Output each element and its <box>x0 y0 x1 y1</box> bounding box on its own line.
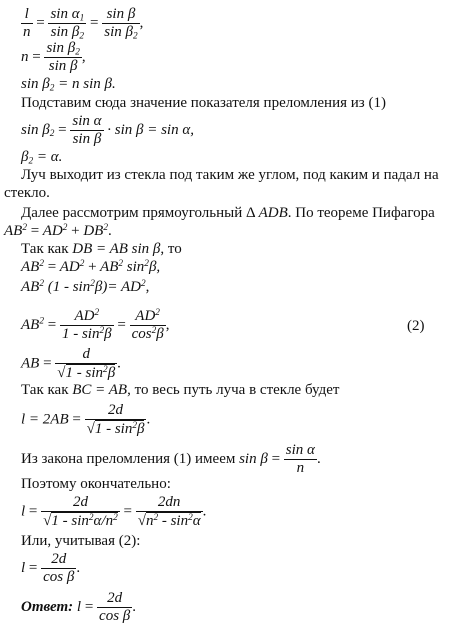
text-therefore: Поэтому окончательно: <box>21 476 171 492</box>
eq-ab2-factored: $AB^2$ $(1 - \sin^2\beta)= AD^2$, <box>21 278 150 295</box>
frac-answer: $\frac{2d}{\text{cos β}}$ <box>99 590 131 624</box>
eq-pythagoras: $AB^2 = AD^2 + DB^2$. <box>4 222 112 239</box>
frac-sina-sinb: $\frac{\text{sin α}}{\text{sin β}}$ <box>72 113 102 147</box>
answer-label: Ответ: <box>21 598 74 615</box>
text-since-db: Так как DB = AB sin β, то <box>21 241 182 257</box>
eq-substituted: $\sin \beta_2$ = $\frac{\text{sin α}}{\text{sin β}}$ · sin β = sin α, <box>21 113 194 147</box>
eq-ab2-fraction: $AB^2$ = $\frac{AD^2}{1 - \sin^2\beta}$ = $\frac{AD^2}{\cos^2\beta}$ , <box>21 307 170 342</box>
eq-final-cos: l = $\frac{2d}{\text{cos β}}$ . <box>21 551 81 585</box>
frac-l-n: $\frac{l}{n}$ <box>23 6 31 40</box>
frac-2d-sqrt: $\frac{2d}{√1 - \sin^2\beta}$ <box>86 402 145 437</box>
frac-ad2-cos2b: $\frac{AD^2}{\cos^2\beta}$ <box>131 307 164 342</box>
eq-beta2-alpha: $\beta_2 = \alpha$. <box>21 149 63 167</box>
frac-2dn-sqrt: $\frac{2dn}{√n^2 - \sin^2\alpha}$ <box>137 494 201 529</box>
eq-ab2-expanded: $AB^2 = AD^2 + AB^2$ $\sin^2\beta$, <box>21 258 161 275</box>
frac-sinb2-sinb: $\frac{\sin \beta_2}{\text{sin β}}$ <box>46 40 80 74</box>
text-ray-exits: Луч выходит из стекла под таким же углом, под каким и падал на <box>21 167 439 183</box>
text-glass: стекло. <box>4 185 50 201</box>
frac-2d-sqrt-n2: $\frac{2d}{√1 - \sin^2\alpha/n^2}$ <box>43 494 118 529</box>
eq-ab-root: AB = $\frac{d}{√1 - \sin^2\beta}$ . <box>21 346 121 381</box>
text-substitute: Подставим сюда значение показателя преломления из (1) <box>21 95 386 111</box>
frac-sinb-sinb2: $\frac{\text{sin β}}{\sin \beta_2}$ <box>104 6 138 41</box>
eq-final-long: l = $\frac{2d}{√1 - \sin^2\alpha/n^2}$ = $\frac{2dn}{√n^2 - \sin^2\alpha}$ . <box>21 494 207 529</box>
frac-sina-n: $\frac{\text{sin α}}{n}$ <box>285 442 315 476</box>
text-from-law: Из закона преломления (1) имеем sin β = $\frac{\text{sin α}}{n}$ . <box>21 442 321 476</box>
text-since-bc: Так как BC = AB, то весь путь луча в стекле будет <box>21 382 340 398</box>
answer-line: Ответ: l = $\frac{2d}{\text{cos β}}$ . <box>21 590 137 624</box>
eq-sinb2: $\sin \beta_2 = n$ sin β. <box>21 76 116 94</box>
frac-d-sqrt: $\frac{d}{√1 - \sin^2\beta}$ <box>57 346 116 381</box>
frac-sina1-sinb2: $\frac{\sin \alpha_1}{\sin \beta_2}$ <box>50 6 85 41</box>
eq-ratio: $\frac{l}{n}$ = $\frac{\sin \alpha_1}{\sin \beta_2}$ = $\frac{\text{sin β}}{\sin \beta_2}$ , <box>23 6 144 41</box>
eq-path-length: l = 2AB = $\frac{2d}{√1 - \sin^2\beta}$ . <box>21 402 151 437</box>
frac-2d-cosb: $\frac{2d}{\text{cos β}}$ <box>43 551 75 585</box>
text-consider: Далее рассмотрим прямоугольный Δ ADB. По теореме Пифагора <box>21 205 435 221</box>
eq-tag-2: (2) <box>407 318 425 334</box>
text-or-using: Или, учитывая (2): <box>21 533 141 549</box>
eq-n: n = $\frac{\sin \beta_2}{\text{sin β}}$ , <box>21 40 86 74</box>
frac-ad2-1-sin2b: $\frac{AD^2}{1 - \sin^2\beta}$ <box>61 307 112 342</box>
